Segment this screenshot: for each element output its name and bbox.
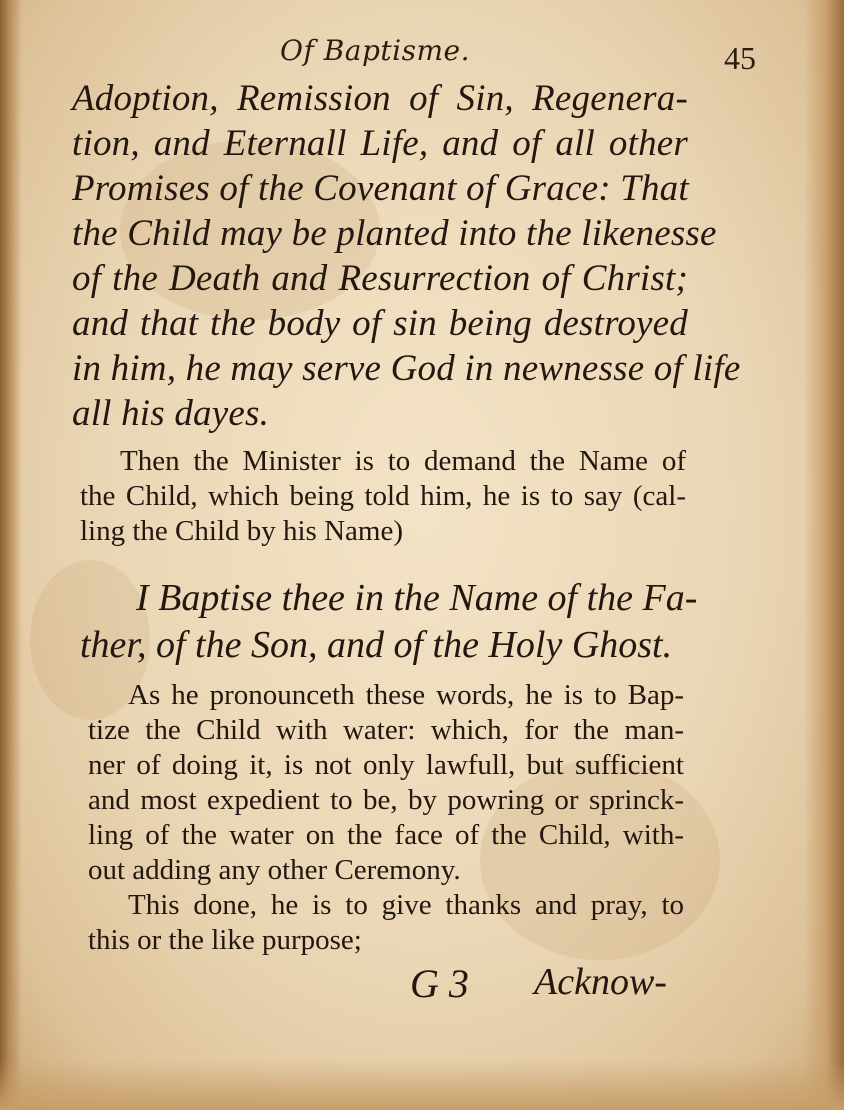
text-line: in him, he may serve God in newnesse of life (72, 348, 741, 389)
text-line: I Baptise thee in the Name of the Fa- (136, 577, 698, 619)
running-head: Of Baptisme. (280, 34, 471, 67)
baptismal-formula (80, 575, 698, 669)
text-line: ther, of the Son, and of the Holy Ghost. (80, 624, 673, 666)
text-line: and that the body of sin being destroyed (72, 303, 688, 344)
text-line: of the Death and Resurrection of Christ; (72, 258, 688, 299)
text-line: tion, and Eternall Life, and of all other (72, 123, 688, 164)
text-line: tize the Child with water: which, for the man- (88, 714, 684, 746)
page-number: 45 (724, 40, 756, 76)
text-line: this or the like purpose; (88, 924, 362, 956)
text-line: Promises of the Covenant of Grace: That (72, 168, 689, 209)
text-line: This done, he is to give thanks and pray, to (128, 889, 684, 921)
text-line: As he pronounceth these words, he is to Bap- (128, 679, 684, 711)
text-line: Adoption, Remission of Sin, Regenera- (72, 78, 688, 119)
text-line: ling the Child by his Name) (80, 515, 403, 547)
page-footer (0, 958, 844, 1018)
text-line: and most expedient to be, by powring or sprinck- (88, 784, 684, 816)
rubric-naming (80, 444, 686, 549)
rubric-thanks (88, 888, 684, 958)
text-line: the Child, which being told him, he is to say (cal- (80, 480, 686, 512)
catchword: Acknow- (534, 961, 667, 1003)
page-edge-left (0, 0, 22, 1110)
page-header (0, 32, 844, 82)
signature-mark: G 3 (410, 961, 469, 1006)
text-line: all his dayes. (72, 393, 270, 434)
text-line: ling of the water on the face of the Child, with- (88, 819, 684, 851)
page-edge-right (804, 0, 844, 1110)
text-line: ner of doing it, is not only lawfull, but sufficient (88, 749, 684, 781)
prayer-paragraph (72, 76, 741, 436)
text-line: Then the Minister is to demand the Name of (120, 445, 686, 477)
rubric-water (88, 678, 684, 888)
text-line: the Child may be planted into the likenesse (72, 213, 717, 254)
page-edge-bottom (0, 1060, 844, 1110)
text-line: out adding any other Ceremony. (88, 854, 461, 886)
